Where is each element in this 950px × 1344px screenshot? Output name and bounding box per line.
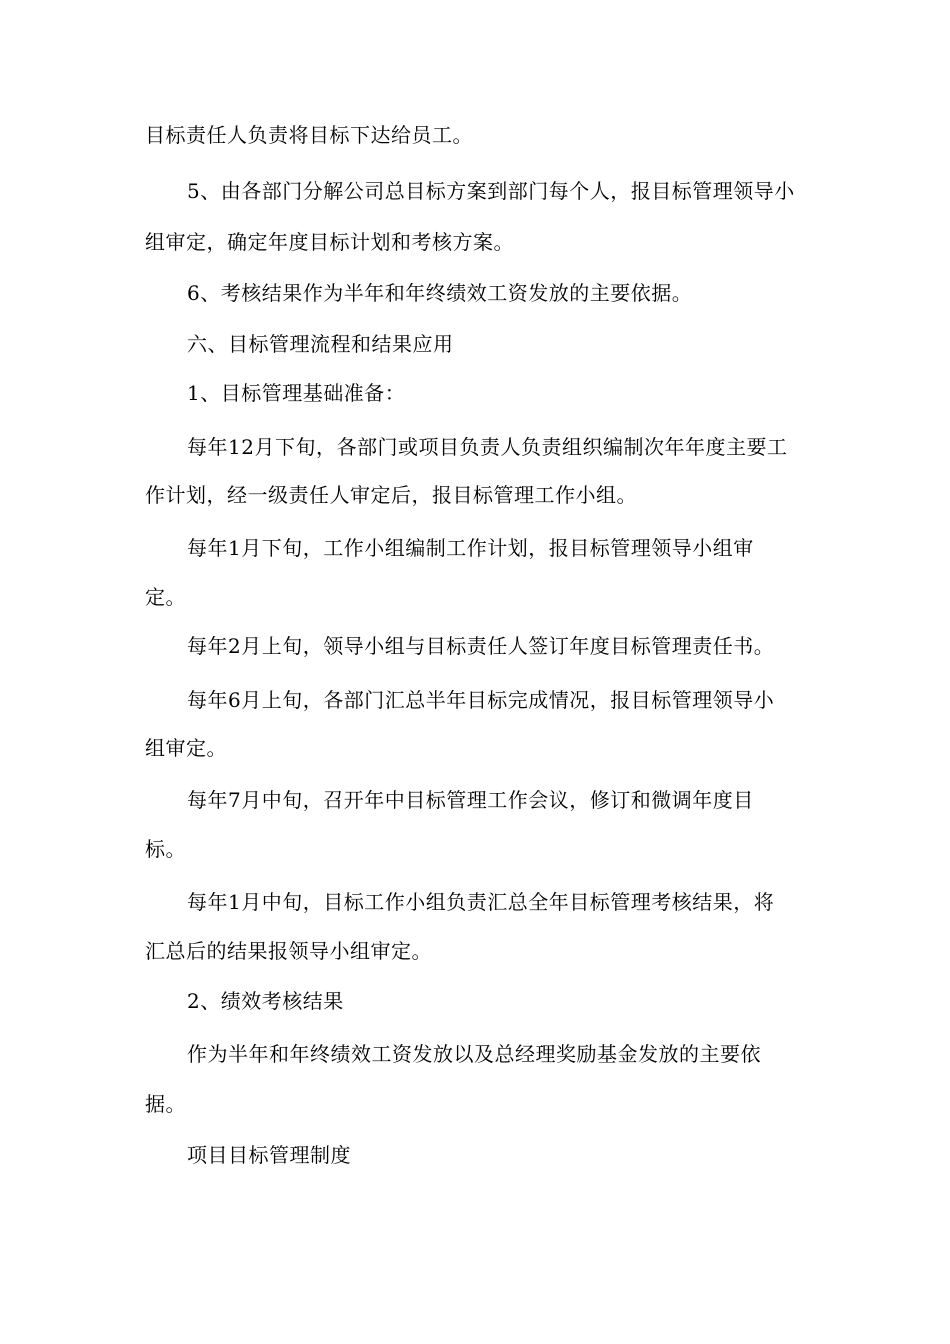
subsection-heading: 1、目标管理基础准备： (187, 381, 406, 405)
section-heading: 六、目标管理流程和结果应用 (187, 332, 454, 356)
text-line: 组审定。 (145, 736, 227, 760)
text-line: 每年7月中旬，召开年中目标管理工作会议，修订和微调年度目 (187, 788, 754, 812)
text-line: 作计划，经一级责任人审定后，报目标管理工作小组。 (145, 483, 637, 507)
text-line: 组审定，确定年度目标计划和考核方案。 (145, 230, 514, 254)
text-line: 标。 (145, 837, 186, 861)
text-line: 作为半年和年终绩效工资发放以及总经理奖励基金发放的主要依 (187, 1042, 761, 1066)
text-line: 每年2月上旬，领导小组与目标责任人签订年度目标管理责任书。 (187, 634, 775, 658)
text-line: 每年1月下旬，工作小组编制工作计划，报目标管理领导小组审 (187, 536, 754, 560)
text-line: 据。 (145, 1092, 186, 1116)
text-line: 5、由各部门分解公司总目标方案到部门每个人，报目标管理领导小 (187, 179, 795, 203)
text-line: 汇总后的结果报领导小组审定。 (145, 939, 432, 963)
text-line: 每年6月上旬，各部门汇总半年目标完成情况，报目标管理领导小 (187, 688, 775, 712)
text-line: 每年1月中旬，目标工作小组负责汇总全年目标管理考核结果，将 (187, 890, 775, 914)
text-line: 每年12月下旬，各部门或项目负责人负责组织编制次年年度主要工 (187, 435, 788, 459)
text-line: 6、考核结果作为半年和年终绩效工资发放的主要依据。 (187, 281, 693, 305)
document-title-footer: 项目目标管理制度 (187, 1143, 351, 1167)
text-line: 定。 (145, 585, 186, 609)
subsection-heading: 2、绩效考核结果 (187, 989, 344, 1013)
text-line: 目标责任人负责将目标下达给员工。 (145, 123, 473, 147)
